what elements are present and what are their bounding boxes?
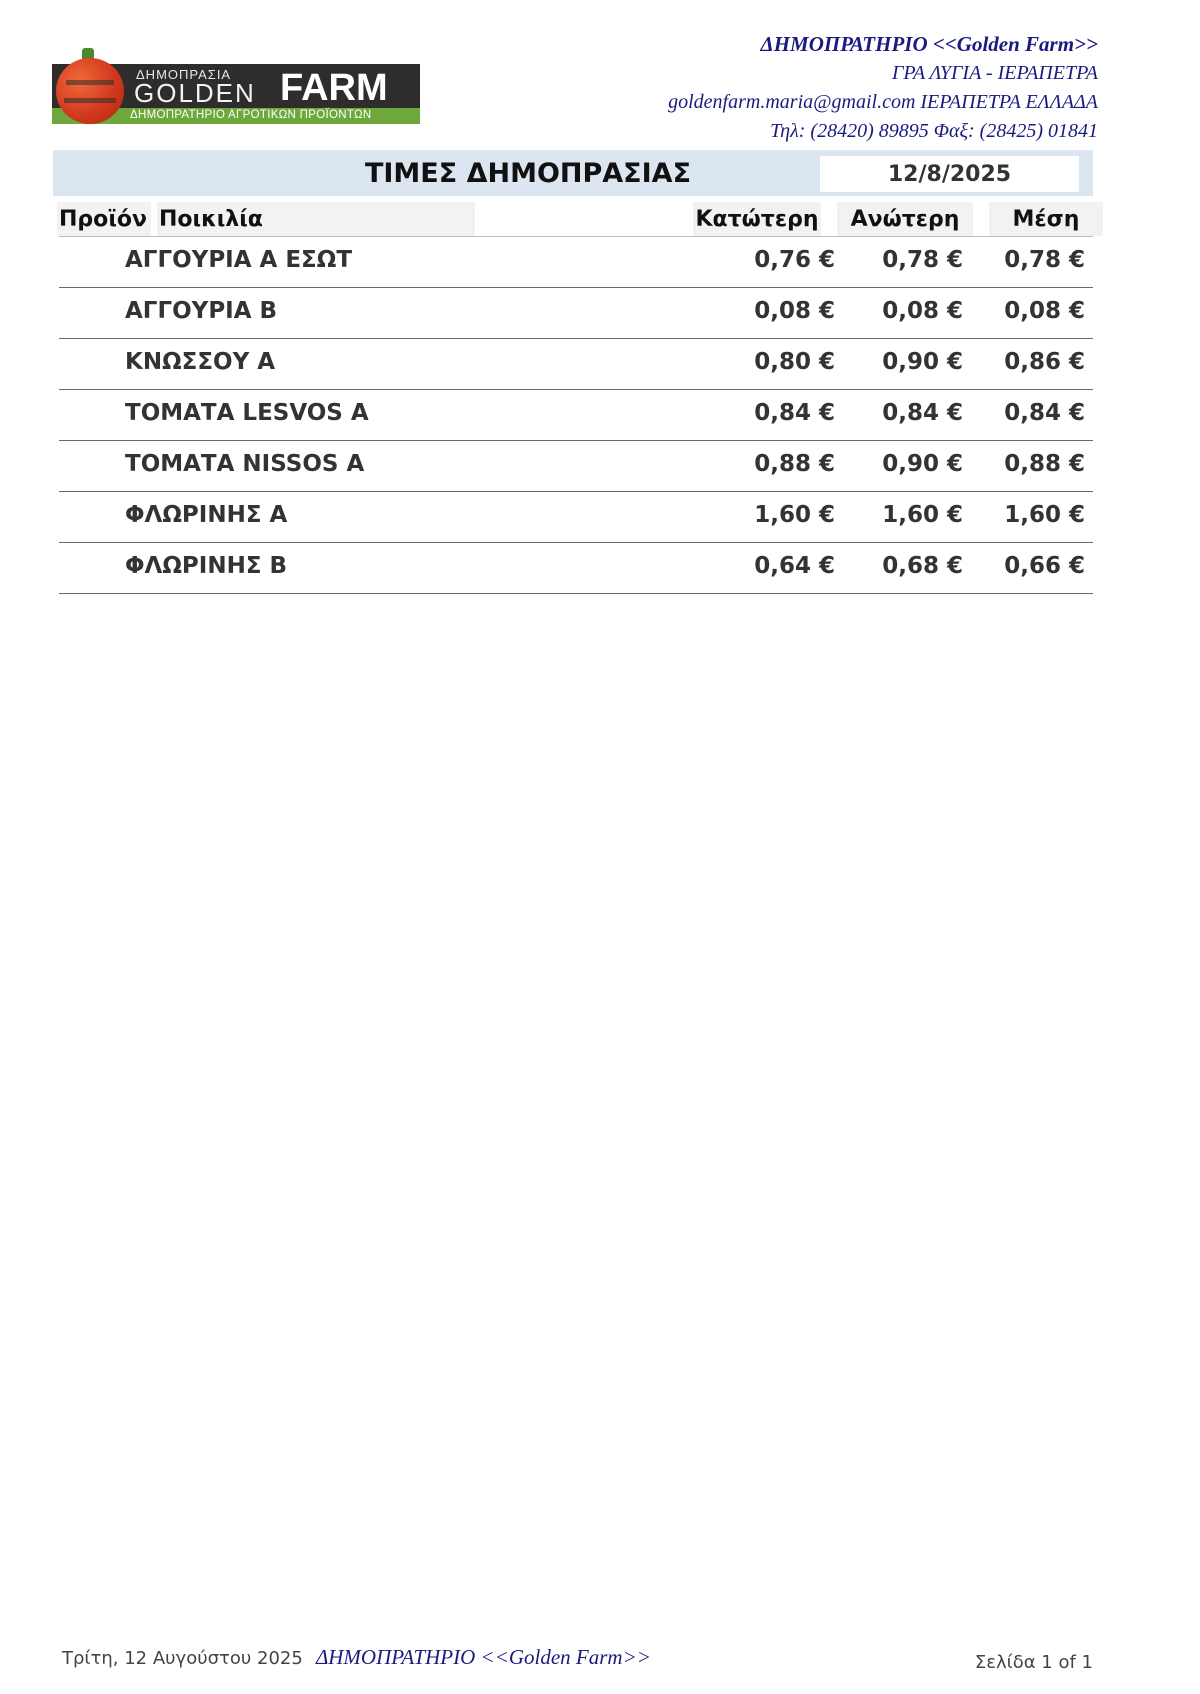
table-row (59, 492, 1093, 543)
company-logo (52, 48, 420, 126)
table-row (59, 339, 1093, 390)
footer-page-number: Σελίδα 1 of 1 (974, 1652, 1093, 1673)
row-avg: 0,66 € (1004, 553, 1085, 579)
logo-golden-text: GOLDEN (134, 78, 256, 108)
company-name: ΔΗΜΟΠΡΑΤΗΡΙΟ <<Golden Farm>> (760, 32, 1098, 56)
row-name: ΑΓΓΟΥΡΙΑ Β (125, 298, 278, 324)
row-name: ΤΟΜΑΤΑ NISSOS Α (125, 451, 365, 477)
table-row (59, 441, 1093, 492)
row-name: ΦΛΩΡΙΝΗΣ Β (125, 553, 288, 579)
company-phone-line: Τηλ: (28420) 89895 Φαξ: (28425) 01841 (770, 120, 1098, 142)
header-avg: Μέση (989, 202, 1103, 236)
row-avg: 1,60 € (1004, 502, 1085, 528)
row-low: 0,08 € (754, 298, 835, 324)
table-row (59, 237, 1093, 288)
row-high: 0,68 € (882, 553, 963, 579)
company-location: ΓΡΑ ΛΥΓΙΑ - ΙΕΡΑΠΕΤΡΑ (891, 62, 1098, 84)
row-avg: 0,08 € (1004, 298, 1085, 324)
row-low: 0,88 € (754, 451, 835, 477)
header-low: Κατώτερη (693, 202, 821, 236)
row-high: 0,84 € (882, 400, 963, 426)
row-avg: 0,88 € (1004, 451, 1085, 477)
company-info (668, 30, 1098, 146)
row-low: 1,60 € (754, 502, 835, 528)
row-name: ΤΟΜΑΤΑ LESVOS Α (125, 400, 369, 426)
footer-date: Τρίτη, 12 Αυγούστου 2025 (62, 1648, 303, 1669)
row-avg: 0,86 € (1004, 349, 1085, 375)
row-low: 0,84 € (754, 400, 835, 426)
row-name: ΚΝΩΣΣΟΥ Α (125, 349, 276, 375)
row-high: 0,90 € (882, 451, 963, 477)
row-high: 0,08 € (882, 298, 963, 324)
footer-company: ΔΗΜΟΠΡΑΤΗΡΙΟ <<Golden Farm>> (315, 1645, 651, 1669)
row-high: 0,90 € (882, 349, 963, 375)
company-email-line: goldenfarm.maria@gmail.com ΙΕΡΑΠΕΤΡΑ ΕΛΛΑΔΑ (668, 91, 1098, 113)
table-row (59, 390, 1093, 441)
header-high: Ανώτερη (837, 202, 973, 236)
row-low: 0,80 € (754, 349, 835, 375)
row-avg: 0,84 € (1004, 400, 1085, 426)
table-row (59, 288, 1093, 339)
row-avg: 0,78 € (1004, 247, 1085, 273)
table-header (57, 202, 1103, 236)
header-product: Προϊόν (57, 202, 151, 236)
logo-small-text: ΔΗΜΟΠΡΑΣΙΑ (136, 67, 232, 82)
header-variety: Ποικιλία (157, 202, 475, 236)
row-name: ΦΛΩΡΙΝΗΣ Α (125, 502, 288, 528)
logo-farm-text: FARM (280, 67, 388, 109)
row-high: 0,78 € (882, 247, 963, 273)
title-band (53, 150, 1093, 196)
logo-tagline: ΔΗΜΟΠΡΑΤΗΡΙΟ ΑΓΡΟΤΙΚΩΝ ΠΡΟΪΟΝΤΩΝ (130, 109, 372, 121)
table-row (59, 543, 1093, 594)
row-low: 0,76 € (754, 247, 835, 273)
row-name: ΑΓΓΟΥΡΙΑ Α ΕΣΩΤ (125, 247, 353, 273)
row-high: 1,60 € (882, 502, 963, 528)
tomato-icon (56, 58, 124, 124)
page-title: ΤΙΜΕΣ ΔΗΜΟΠΡΑΣΙΑΣ (364, 158, 692, 189)
price-table (59, 237, 1093, 594)
row-low: 0,64 € (754, 553, 835, 579)
auction-date: 12/8/2025 (820, 156, 1079, 192)
footer-left (62, 1645, 651, 1670)
